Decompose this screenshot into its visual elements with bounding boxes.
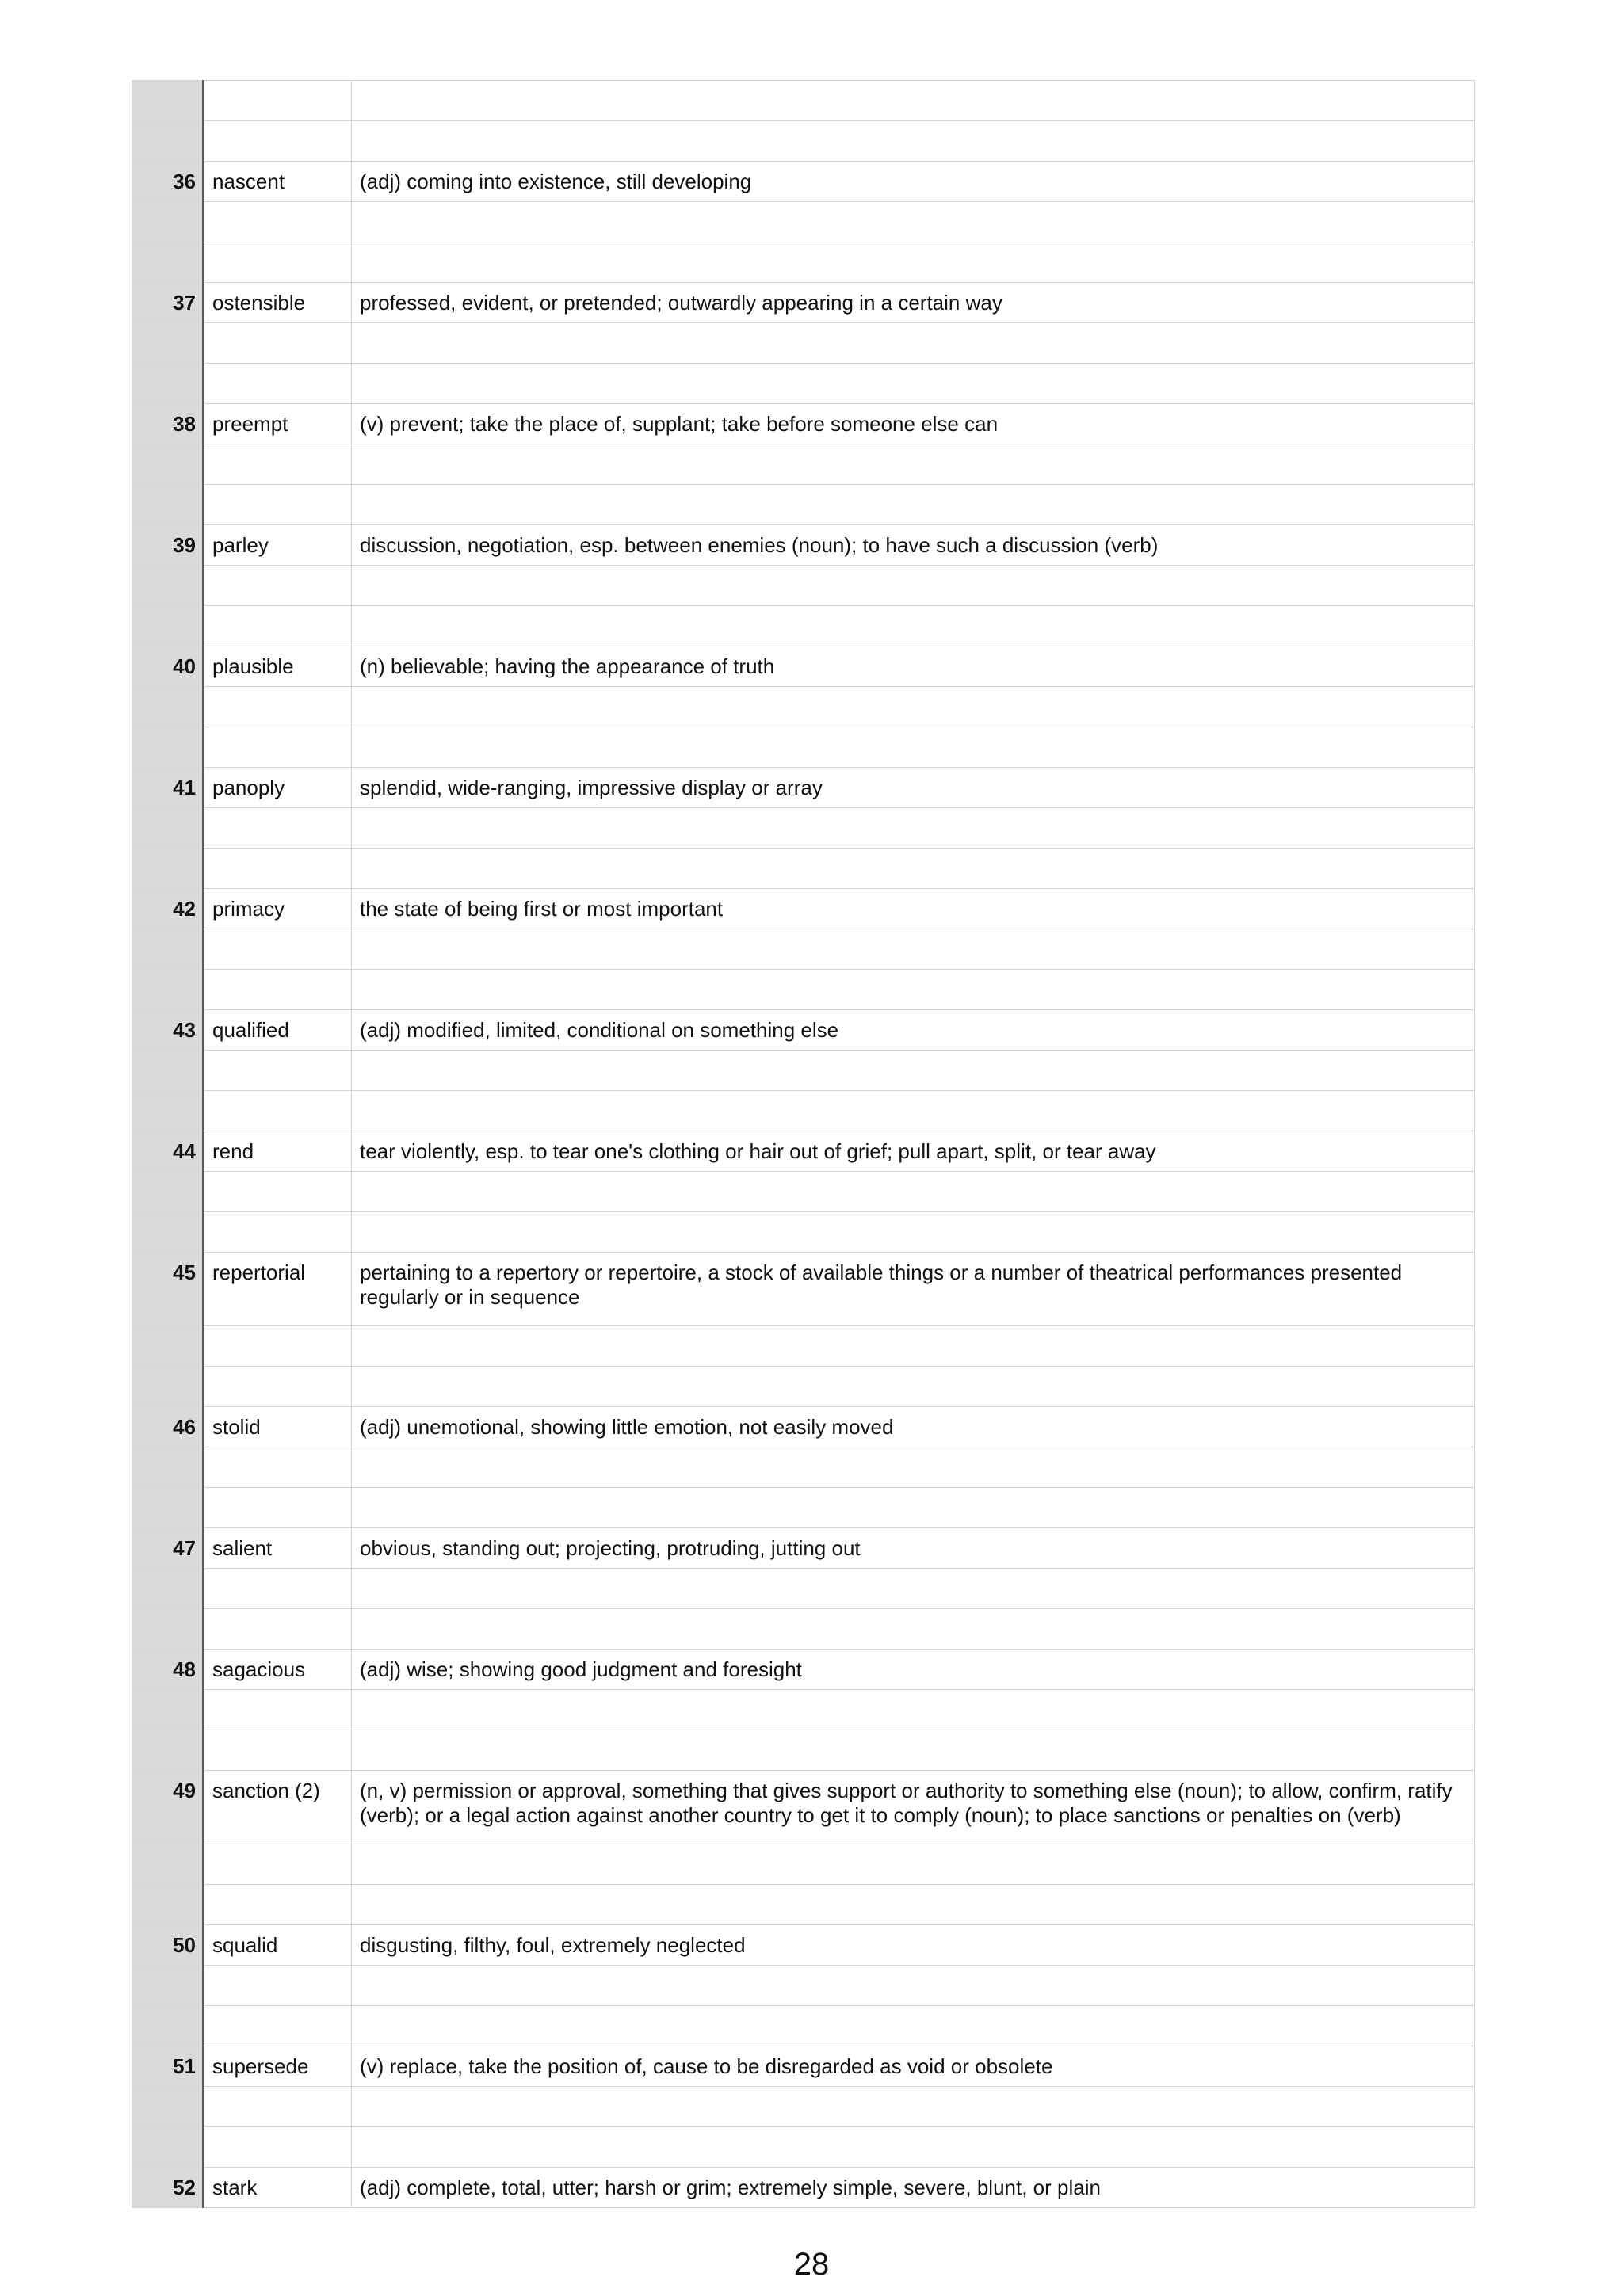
cell <box>204 970 352 1010</box>
cell <box>204 1091 352 1131</box>
row-header-cell <box>132 1569 204 1609</box>
entry-number: 39 <box>132 525 204 566</box>
cell <box>204 1367 352 1407</box>
entry-number: 48 <box>132 1650 204 1690</box>
row-header-cell <box>132 970 204 1010</box>
blank-row <box>132 1367 1475 1407</box>
row-header-cell <box>132 1844 204 1885</box>
entry-row <box>132 1010 1475 1051</box>
row-header-cell <box>132 242 204 283</box>
cell <box>352 2127 1475 2168</box>
cell <box>204 242 352 283</box>
blank-row <box>132 1885 1475 1925</box>
row-header-cell <box>132 1488 204 1528</box>
blank-row <box>132 81 1475 121</box>
entry-word: plausible <box>204 646 352 687</box>
cell <box>204 444 352 485</box>
cell <box>352 929 1475 970</box>
blank-row <box>132 1844 1475 1885</box>
blank-row <box>132 849 1475 889</box>
vocabulary-table <box>132 80 1475 2208</box>
blank-row <box>132 727 1475 768</box>
cell <box>352 727 1475 768</box>
blank-row <box>132 2127 1475 2168</box>
cell <box>352 808 1475 849</box>
cell <box>204 2087 352 2127</box>
blank-row <box>132 808 1475 849</box>
cell <box>204 1690 352 1730</box>
entry-definition: (adj) modified, limited, conditional on something else <box>352 1010 1475 1051</box>
blank-row <box>132 2006 1475 2046</box>
cell <box>352 2006 1475 2046</box>
row-header-cell <box>132 364 204 404</box>
entry-word: panoply <box>204 768 352 808</box>
cell <box>352 1690 1475 1730</box>
entry-number: 45 <box>132 1253 204 1326</box>
entry-definition: professed, evident, or pretended; outwardly appearing in a certain way <box>352 283 1475 323</box>
row-header-cell <box>132 1730 204 1771</box>
row-header-cell <box>132 1051 204 1091</box>
entry-row <box>132 525 1475 566</box>
cell <box>204 929 352 970</box>
entry-word: sanction (2) <box>204 1771 352 1844</box>
row-header-cell <box>132 1966 204 2006</box>
row-header-cell <box>132 1212 204 1253</box>
blank-row <box>132 1609 1475 1650</box>
cell <box>204 1172 352 1212</box>
entry-word: salient <box>204 1528 352 1569</box>
cell <box>352 444 1475 485</box>
page-number: 28 <box>793 2247 830 2282</box>
blank-row <box>132 1488 1475 1528</box>
blank-row <box>132 364 1475 404</box>
cell <box>204 1447 352 1488</box>
cell <box>352 2087 1475 2127</box>
cell <box>352 323 1475 364</box>
blank-row <box>132 606 1475 646</box>
entry-word: squalid <box>204 1925 352 1966</box>
cell <box>352 1569 1475 1609</box>
blank-row <box>132 1091 1475 1131</box>
entry-number: 42 <box>132 889 204 929</box>
cell <box>204 485 352 525</box>
entry-number: 43 <box>132 1010 204 1051</box>
entry-number: 50 <box>132 1925 204 1966</box>
blank-row <box>132 1051 1475 1091</box>
entry-row <box>132 646 1475 687</box>
row-header-cell <box>132 2127 204 2168</box>
cell <box>352 687 1475 727</box>
entry-word: sagacious <box>204 1650 352 1690</box>
row-header-cell <box>132 1091 204 1131</box>
cell <box>204 81 352 121</box>
row-header-cell <box>132 808 204 849</box>
spreadsheet-page <box>132 80 1474 2208</box>
entry-row <box>132 2168 1475 2208</box>
row-header-cell <box>132 202 204 242</box>
cell <box>352 81 1475 121</box>
entry-row <box>132 768 1475 808</box>
cell <box>204 1326 352 1367</box>
cell <box>204 687 352 727</box>
cell <box>352 242 1475 283</box>
blank-row <box>132 1690 1475 1730</box>
entry-word: supersede <box>204 2046 352 2087</box>
entry-row <box>132 404 1475 444</box>
entry-word: stark <box>204 2168 352 2208</box>
entry-number: 38 <box>132 404 204 444</box>
entry-definition: pertaining to a repertory or repertoire, a stock of available things or a number of theatrical performances presented regularly or in sequence <box>352 1253 1475 1326</box>
entry-number: 40 <box>132 646 204 687</box>
cell <box>352 606 1475 646</box>
entry-row <box>132 162 1475 202</box>
entry-number: 51 <box>132 2046 204 2087</box>
cell <box>352 1212 1475 1253</box>
blank-row <box>132 242 1475 283</box>
entry-word: qualified <box>204 1010 352 1051</box>
entry-number: 47 <box>132 1528 204 1569</box>
cell <box>204 849 352 889</box>
cell <box>204 1966 352 2006</box>
blank-row <box>132 2087 1475 2127</box>
row-header-cell <box>132 485 204 525</box>
cell <box>204 323 352 364</box>
row-header-cell <box>132 1690 204 1730</box>
entry-definition: obvious, standing out; projecting, protruding, jutting out <box>352 1528 1475 1569</box>
cell <box>352 1326 1475 1367</box>
entry-word: primacy <box>204 889 352 929</box>
cell <box>352 566 1475 606</box>
row-header-cell <box>132 444 204 485</box>
entry-definition: (n) believable; having the appearance of truth <box>352 646 1475 687</box>
entry-definition: disgusting, filthy, foul, extremely neglected <box>352 1925 1475 1966</box>
row-header-cell <box>132 81 204 121</box>
cell <box>204 1844 352 1885</box>
cell <box>352 485 1475 525</box>
entry-number: 46 <box>132 1407 204 1447</box>
row-header-cell <box>132 2087 204 2127</box>
entry-definition: tear violently, esp. to tear one's clothing or hair out of grief; pull apart, split, or tear away <box>352 1131 1475 1172</box>
cell <box>204 566 352 606</box>
cell <box>204 121 352 162</box>
blank-row <box>132 1212 1475 1253</box>
cell <box>352 1367 1475 1407</box>
cell <box>204 2127 352 2168</box>
cell <box>352 1447 1475 1488</box>
cell <box>204 1488 352 1528</box>
entry-word: preempt <box>204 404 352 444</box>
blank-row <box>132 121 1475 162</box>
entry-row <box>132 889 1475 929</box>
entry-word: rend <box>204 1131 352 1172</box>
entry-word: stolid <box>204 1407 352 1447</box>
blank-row <box>132 970 1475 1010</box>
row-header-cell <box>132 606 204 646</box>
blank-row <box>132 687 1475 727</box>
entry-row <box>132 1131 1475 1172</box>
cell <box>204 1569 352 1609</box>
entry-definition: (v) prevent; take the place of, supplant; take before someone else can <box>352 404 1475 444</box>
entry-row <box>132 1253 1475 1326</box>
cell <box>352 970 1475 1010</box>
entry-definition: discussion, negotiation, esp. between enemies (noun); to have such a discussion (verb) <box>352 525 1475 566</box>
entry-row <box>132 1407 1475 1447</box>
row-header-cell <box>132 1172 204 1212</box>
cell <box>352 1885 1475 1925</box>
row-header-cell <box>132 1885 204 1925</box>
entry-definition: (v) replace, take the position of, cause to be disregarded as void or obsolete <box>352 2046 1475 2087</box>
blank-row <box>132 1730 1475 1771</box>
entry-number: 44 <box>132 1131 204 1172</box>
row-header-cell <box>132 1326 204 1367</box>
cell <box>352 1609 1475 1650</box>
row-header-cell <box>132 727 204 768</box>
entry-number: 37 <box>132 283 204 323</box>
entry-number: 49 <box>132 1771 204 1844</box>
entry-number: 52 <box>132 2168 204 2208</box>
entry-row <box>132 2046 1475 2087</box>
row-header-cell <box>132 849 204 889</box>
cell <box>352 1730 1475 1771</box>
blank-row <box>132 929 1475 970</box>
cell <box>204 808 352 849</box>
blank-row <box>132 1966 1475 2006</box>
row-header-cell <box>132 687 204 727</box>
cell <box>204 202 352 242</box>
row-header-cell <box>132 1447 204 1488</box>
cell <box>204 1730 352 1771</box>
entry-number: 36 <box>132 162 204 202</box>
entry-word: repertorial <box>204 1253 352 1326</box>
entry-definition: (n, v) permission or approval, something that gives support or authority to something else (noun); to allow, confirm, ratify (verb); or a legal action against another country to get it to comply (noun); to place sanctions or penalties on (verb) <box>352 1771 1475 1844</box>
cell <box>352 364 1475 404</box>
entry-row <box>132 283 1475 323</box>
row-header-cell <box>132 566 204 606</box>
blank-row <box>132 1326 1475 1367</box>
entry-definition: the state of being first or most important <box>352 889 1475 929</box>
cell <box>204 364 352 404</box>
entry-word: parley <box>204 525 352 566</box>
blank-row <box>132 323 1475 364</box>
cell <box>352 121 1475 162</box>
cell <box>204 1609 352 1650</box>
blank-row <box>132 1569 1475 1609</box>
cell <box>204 1212 352 1253</box>
blank-row <box>132 444 1475 485</box>
entry-number: 41 <box>132 768 204 808</box>
cell <box>204 606 352 646</box>
entry-row <box>132 1925 1475 1966</box>
cell <box>352 1091 1475 1131</box>
entry-definition: (adj) coming into existence, still developing <box>352 162 1475 202</box>
entry-definition: (adj) unemotional, showing little emotion, not easily moved <box>352 1407 1475 1447</box>
row-header-cell <box>132 121 204 162</box>
entry-definition: (adj) wise; showing good judgment and foresight <box>352 1650 1475 1690</box>
entry-word: ostensible <box>204 283 352 323</box>
cell <box>352 202 1475 242</box>
blank-row <box>132 202 1475 242</box>
row-header-cell <box>132 1609 204 1650</box>
blank-row <box>132 485 1475 525</box>
entry-row <box>132 1650 1475 1690</box>
blank-row <box>132 1447 1475 1488</box>
row-header-cell <box>132 929 204 970</box>
cell <box>352 1051 1475 1091</box>
entry-row <box>132 1771 1475 1844</box>
entry-row <box>132 1528 1475 1569</box>
entry-definition: (adj) complete, total, utter; harsh or grim; extremely simple, severe, blunt, or plain <box>352 2168 1475 2208</box>
cell <box>204 1051 352 1091</box>
cell <box>352 1966 1475 2006</box>
blank-row <box>132 1172 1475 1212</box>
cell <box>204 1885 352 1925</box>
cell <box>352 1488 1475 1528</box>
entry-word: nascent <box>204 162 352 202</box>
row-header-cell <box>132 323 204 364</box>
cell <box>352 1172 1475 1212</box>
cell <box>352 849 1475 889</box>
entry-definition: splendid, wide-ranging, impressive display or array <box>352 768 1475 808</box>
row-header-cell <box>132 2006 204 2046</box>
blank-row <box>132 566 1475 606</box>
cell <box>352 1844 1475 1885</box>
cell <box>204 727 352 768</box>
row-header-cell <box>132 1367 204 1407</box>
cell <box>204 2006 352 2046</box>
